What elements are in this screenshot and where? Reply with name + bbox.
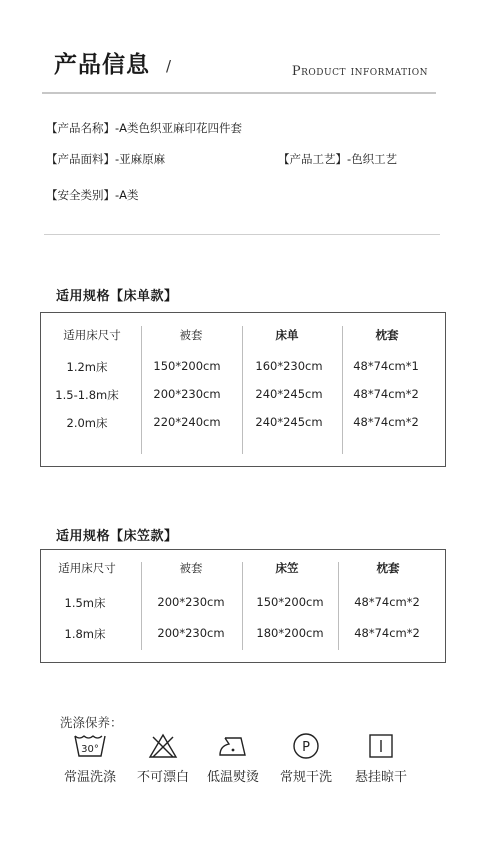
table1-header-sheet: 床单 [275, 328, 299, 342]
table-cell: 180*200cm [256, 626, 324, 640]
dry-clean-p-icon [289, 732, 323, 760]
table-cell: 48*74cm*1 [353, 359, 419, 373]
table-cell: 1.2m床 [66, 360, 108, 374]
care-text-hang: 悬挂晾干 [354, 770, 408, 785]
info-safety-value: -A类 [115, 188, 139, 202]
info-safety-row [46, 187, 139, 203]
care-label: 洗涤保养： [60, 715, 123, 730]
table1-divider [141, 326, 142, 454]
page-title: 产品信息 [54, 52, 150, 78]
table-cell: 2.0m床 [66, 416, 108, 430]
table-cell: 220*240cm [153, 415, 221, 429]
page-subtitle: Product information [291, 64, 428, 79]
dry-clean-letter: P [302, 740, 310, 755]
table-cell: 48*74cm*2 [353, 387, 419, 401]
table1-divider [342, 326, 343, 454]
table-cell: 48*74cm*2 [354, 595, 420, 609]
table2-header-fitted: 床笠 [275, 561, 299, 575]
info-fabric-label: 【产品面料】 [46, 152, 115, 166]
table2-header-duvet: 被套 [179, 561, 203, 575]
table2-divider [338, 562, 339, 650]
table-cell: 200*230cm [157, 595, 225, 609]
care-text-wash: 常温洗涤 [63, 770, 117, 785]
info-craft-value: -色织工艺 [347, 152, 398, 166]
info-craft-row [278, 151, 397, 167]
table-cell: 48*74cm*2 [353, 415, 419, 429]
table1-title: 适用规格【床单款】 [56, 289, 178, 304]
table-cell: 200*230cm [157, 626, 225, 640]
care-text-bleach: 不可漂白 [136, 770, 190, 785]
info-safety-label: 【安全类别】 [46, 188, 115, 202]
table-cell: 150*200cm [153, 359, 221, 373]
info-name-row [46, 120, 242, 136]
care-text-iron: 低温熨烫 [206, 770, 260, 785]
table2-divider [141, 562, 142, 650]
no-bleach-icon [146, 732, 180, 760]
table2 [40, 549, 446, 663]
table2-header-size: 适用床尺寸 [58, 561, 116, 575]
table1-header-pillow: 枕套 [375, 328, 399, 342]
wash-temp-text: 30° [81, 744, 99, 755]
info-craft-label: 【产品工艺】 [278, 152, 347, 166]
table-cell: 1.5m床 [64, 596, 106, 610]
info-divider [44, 234, 440, 235]
table-cell: 160*230cm [255, 359, 323, 373]
care-text-dryclean: 常规干洗 [279, 770, 333, 785]
info-fabric-value: -亚麻原麻 [115, 152, 166, 166]
info-fabric-row [46, 151, 165, 167]
info-name-value: -A类色织亚麻印花四件套 [115, 121, 243, 135]
table-cell: 240*245cm [255, 415, 323, 429]
header-divider [42, 92, 436, 94]
table-cell: 48*74cm*2 [354, 626, 420, 640]
table1-header-size: 适用床尺寸 [63, 328, 121, 342]
table-cell: 240*245cm [255, 387, 323, 401]
hang-dry-icon [364, 732, 398, 760]
table2-header-pillow: 枕套 [376, 561, 400, 575]
table2-title: 适用规格【床笠款】 [56, 529, 178, 544]
title-slash: / [166, 57, 172, 75]
table-cell: 150*200cm [256, 595, 324, 609]
info-name-label: 【产品名称】 [46, 121, 115, 135]
iron-low-icon [216, 732, 250, 760]
wash-30-icon [73, 732, 107, 760]
table1 [40, 312, 446, 467]
table1-divider [242, 326, 243, 454]
table-cell: 1.8m床 [64, 627, 106, 641]
table1-header-duvet: 被套 [179, 328, 203, 342]
table-cell: 200*230cm [153, 387, 221, 401]
table2-divider [242, 562, 243, 650]
table-cell: 1.5-1.8m床 [55, 388, 119, 402]
